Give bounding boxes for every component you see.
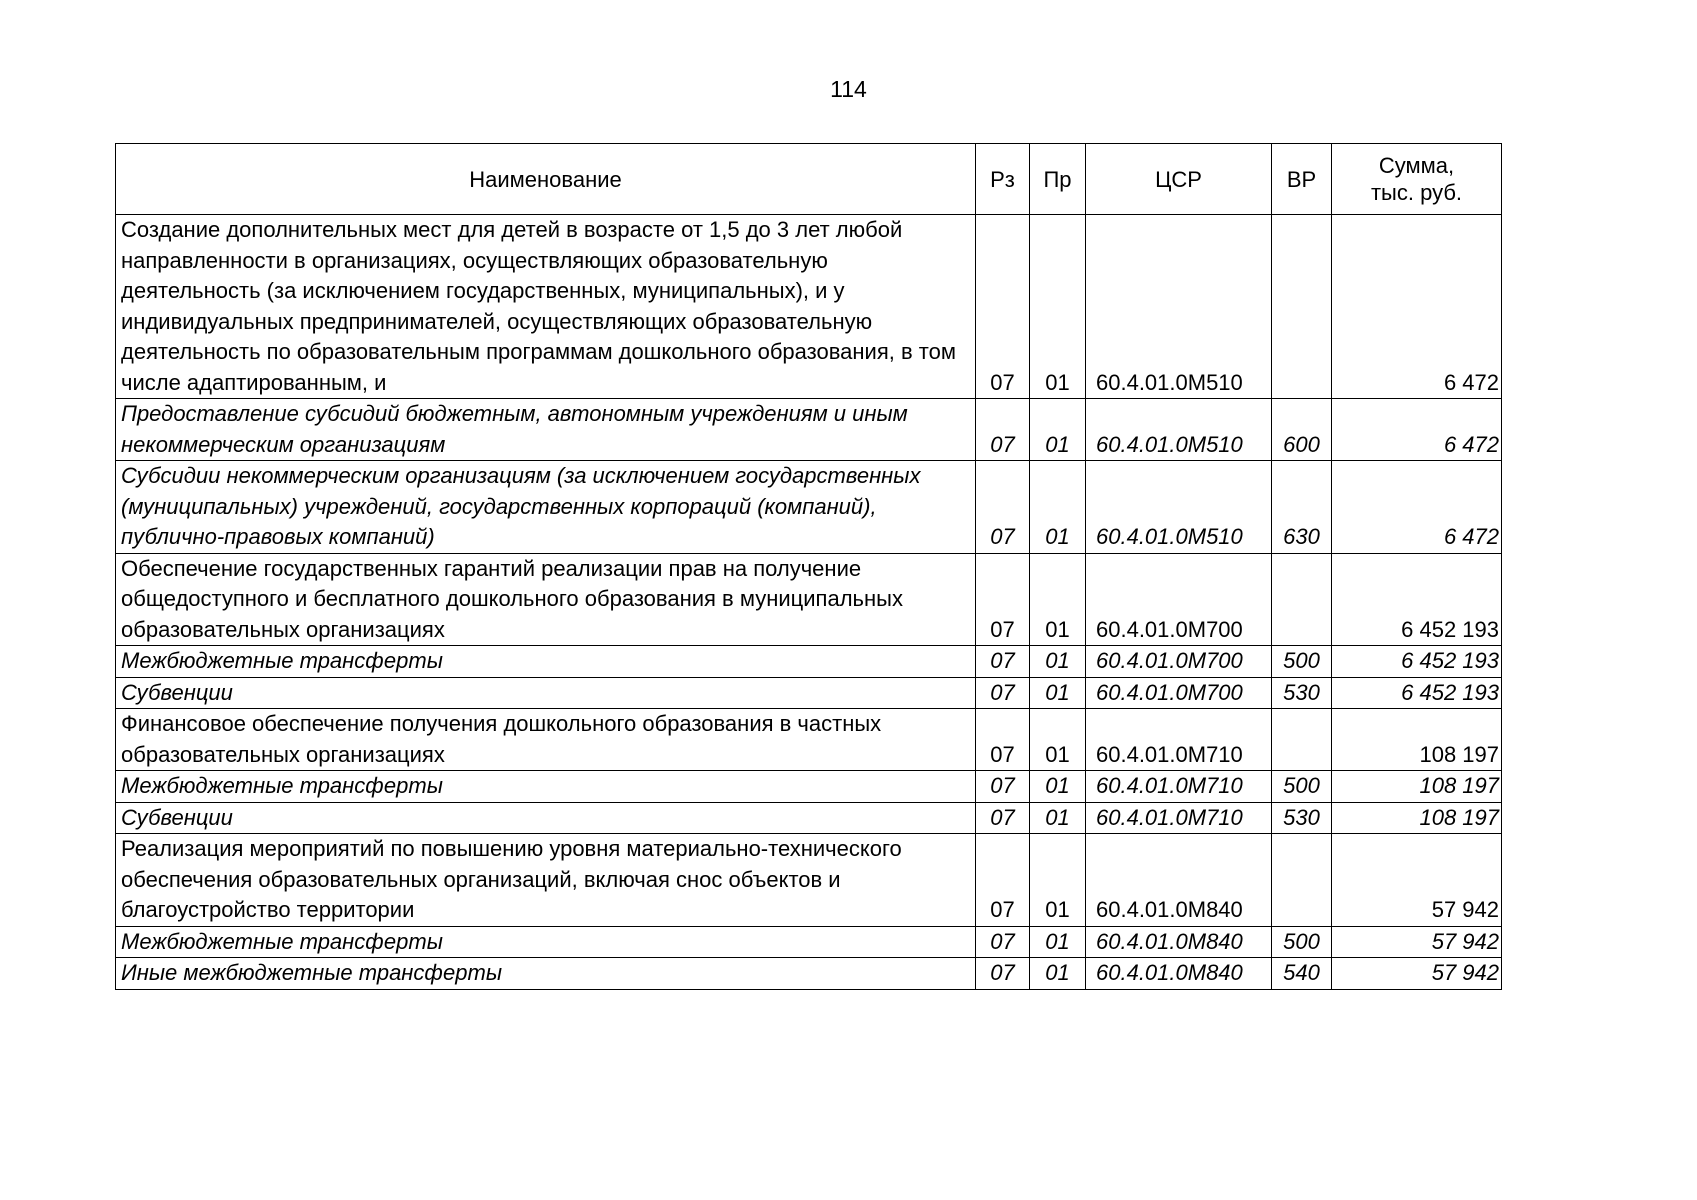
row-sum: 6 472 [1332,461,1502,554]
table-row [116,834,1502,927]
row-pr: 01 [1030,646,1086,678]
row-pr: 01 [1030,461,1086,554]
header-rz: Рз [976,144,1030,215]
row-sum: 108 197 [1332,802,1502,834]
table-row [116,926,1502,958]
table-row [116,399,1502,461]
row-pr: 01 [1030,771,1086,803]
row-csr: 60.4.01.0М840 [1086,834,1272,927]
row-rz: 07 [976,553,1030,646]
row-vr: 530 [1272,677,1332,709]
header-vr: ВР [1272,144,1332,215]
row-csr: 60.4.01.0М510 [1086,215,1272,399]
row-pr: 01 [1030,677,1086,709]
row-sum: 108 197 [1332,709,1502,771]
row-sum: 6 472 [1332,215,1502,399]
row-name: Обеспечение государственных гарантий реализации прав на получение общедоступного и бесплатного дошкольного образования в муниципальных образовательных организациях [116,553,976,646]
row-rz: 07 [976,834,1030,927]
row-name: Предоставление субсидий бюджетным, автономным учреждениям и иным некоммерческим организациям [116,399,976,461]
row-csr: 60.4.01.0М710 [1086,771,1272,803]
row-name: Субвенции [116,802,976,834]
row-vr: 500 [1272,926,1332,958]
header-row [116,144,1502,215]
row-name: Реализация мероприятий по повышению уровня материально-технического обеспечения образовательных организаций, включая снос объектов и благоустройство территории [116,834,976,927]
row-name: Межбюджетные трансферты [116,771,976,803]
row-name: Финансовое обеспечение получения дошкольного образования в частных образовательных организациях [116,709,976,771]
row-rz: 07 [976,215,1030,399]
header-csr: ЦСР [1086,144,1272,215]
row-name: Межбюджетные трансферты [116,646,976,678]
row-name: Межбюджетные трансферты [116,926,976,958]
row-vr [1272,709,1332,771]
row-rz: 07 [976,646,1030,678]
row-csr: 60.4.01.0М710 [1086,802,1272,834]
row-rz: 07 [976,926,1030,958]
header-sum-line2: тыс. руб. [1370,180,1463,205]
table-row [116,215,1502,399]
table-row [116,553,1502,646]
row-sum: 6 452 193 [1332,553,1502,646]
row-rz: 07 [976,399,1030,461]
table-row [116,958,1502,990]
row-sum: 6 452 193 [1332,677,1502,709]
table-header [116,144,1502,215]
budget-table [115,143,1502,990]
row-pr: 01 [1030,926,1086,958]
row-sum: 6 452 193 [1332,646,1502,678]
row-csr: 60.4.01.0М710 [1086,709,1272,771]
row-vr: 630 [1272,461,1332,554]
row-name: Создание дополнительных мест для детей в возрасте от 1,5 до 3 лет любой направленности в организациях, осуществляющих образовательную деятельность (за исключением государственных, муниципальных), и у индивидуальных предпринимателей, осуществляющих образовательную деятельность по образовательным программам дошкольного образования, в том числе адаптированным, и [116,215,976,399]
row-csr: 60.4.01.0М700 [1086,553,1272,646]
row-rz: 07 [976,677,1030,709]
row-vr [1272,553,1332,646]
row-pr: 01 [1030,399,1086,461]
table-row [116,771,1502,803]
row-sum: 57 942 [1332,958,1502,990]
header-sum-line1: Сумма, [1378,153,1455,178]
row-csr: 60.4.01.0М700 [1086,646,1272,678]
row-pr: 01 [1030,834,1086,927]
table-body [116,215,1502,990]
row-rz: 07 [976,958,1030,990]
row-name: Субсидии некоммерческим организациям (за исключением государственных (муниципальных) учреждений, государственных корпораций (компаний), публично-правовых компаний) [116,461,976,554]
table-row [116,802,1502,834]
row-rz: 07 [976,802,1030,834]
table-row [116,461,1502,554]
row-csr: 60.4.01.0М840 [1086,958,1272,990]
row-sum: 6 472 [1332,399,1502,461]
page-number: 114 [830,76,867,102]
row-pr: 01 [1030,958,1086,990]
header-name: Наименование [116,144,976,215]
header-sum [1332,144,1502,215]
row-csr: 60.4.01.0М510 [1086,399,1272,461]
row-csr: 60.4.01.0М510 [1086,461,1272,554]
row-csr: 60.4.01.0М840 [1086,926,1272,958]
row-vr: 500 [1272,771,1332,803]
row-pr: 01 [1030,802,1086,834]
row-sum: 108 197 [1332,771,1502,803]
row-rz: 07 [976,709,1030,771]
row-vr: 540 [1272,958,1332,990]
row-name: Иные межбюджетные трансферты [116,958,976,990]
row-sum: 57 942 [1332,926,1502,958]
row-vr: 500 [1272,646,1332,678]
table-row [116,677,1502,709]
row-vr [1272,834,1332,927]
row-name: Субвенции [116,677,976,709]
table-row [116,709,1502,771]
table-row [116,646,1502,678]
row-pr: 01 [1030,553,1086,646]
row-csr: 60.4.01.0М700 [1086,677,1272,709]
row-vr: 530 [1272,802,1332,834]
row-pr: 01 [1030,215,1086,399]
row-rz: 07 [976,771,1030,803]
row-rz: 07 [976,461,1030,554]
row-vr: 600 [1272,399,1332,461]
row-pr: 01 [1030,709,1086,771]
header-pr: Пр [1030,144,1086,215]
row-sum: 57 942 [1332,834,1502,927]
row-vr [1272,215,1332,399]
